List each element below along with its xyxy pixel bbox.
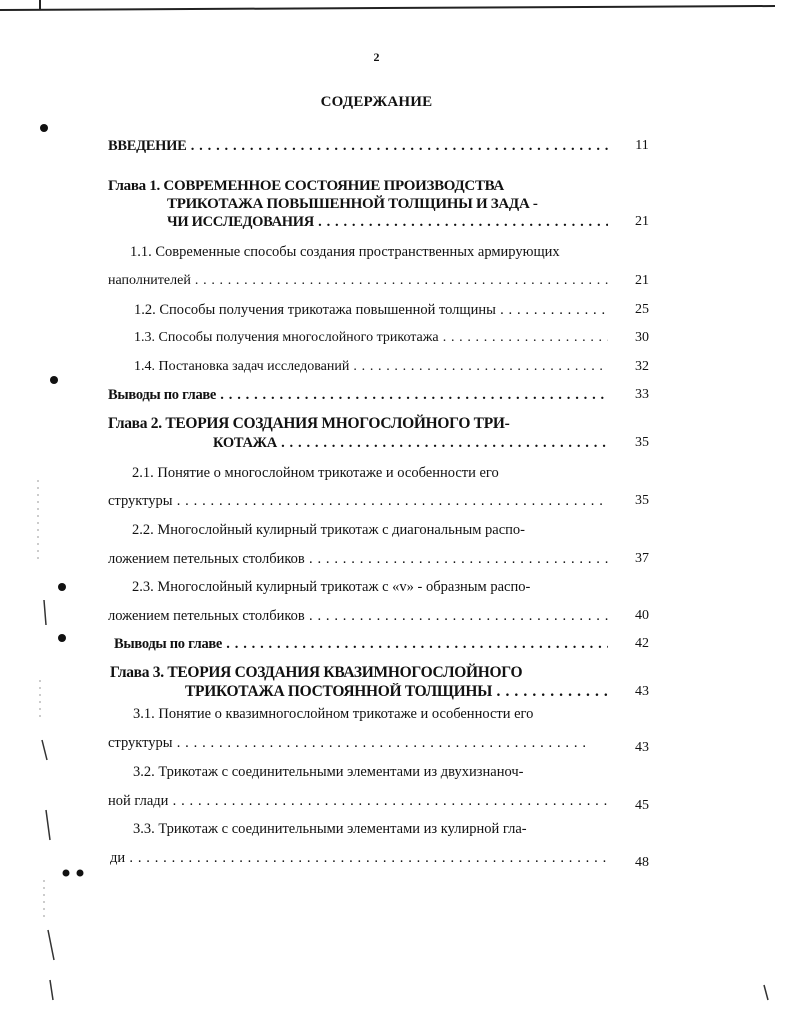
page-title: СОДЕРЖАНИЕ	[320, 94, 433, 110]
section-1-1-line-1[interactable]: 1.1. Современные способы создания пространственных армирующих	[130, 244, 560, 260]
toc-entry-section-3-2[interactable]	[108, 792, 608, 810]
toc-entry-section-1-4[interactable]	[134, 358, 608, 376]
toc-entry-section-1-1[interactable]	[108, 272, 608, 290]
toc-entry-section-1-2[interactable]	[134, 301, 608, 319]
corner-scan-mark	[764, 985, 768, 1000]
toc-page-number: 40	[635, 608, 649, 623]
toc-entry-label: ной глади	[108, 793, 169, 809]
toc-entry-label: КОТАЖА	[213, 435, 277, 451]
top-scan-line	[0, 6, 775, 10]
toc-entry-label: 1.2. Способы получения трикотажа повышенной толщины	[134, 302, 496, 318]
toc-entry-section-2-2[interactable]	[108, 550, 608, 568]
margin-scan-dots	[38, 480, 44, 920]
punch-hole-mark	[50, 376, 58, 384]
toc-page-number: 11	[635, 138, 649, 153]
chapter-1-title-line-1[interactable]: Глава 1. СОВРЕМЕННОЕ СОСТОЯНИЕ ПРОИЗВОДСТВА	[108, 178, 504, 194]
section-2-1-line-1[interactable]: 2.1. Понятие о многослойном трикотаже и особенности его	[132, 465, 499, 481]
toc-page-number: 42	[635, 636, 649, 651]
toc-entry-intro[interactable]	[108, 137, 608, 155]
toc-entry-label: ди	[110, 850, 126, 866]
toc-page-number: 45	[635, 798, 649, 813]
toc-page-number: 35	[635, 493, 649, 508]
toc-page-number: 25	[635, 302, 649, 317]
toc-entry-label: ЧИ ИССЛЕДОВАНИЯ	[167, 214, 314, 230]
toc-page-number: 21	[635, 273, 649, 288]
section-3-2-line-1[interactable]: 3.2. Трикотаж с соединительными элементами из двухизнаноч-	[133, 764, 524, 780]
chapter-1-title-line-2[interactable]: ТРИКОТАЖА ПОВЫШЕННОЙ ТОЛЩИНЫ И ЗАДА -	[167, 196, 538, 212]
toc-page-number: 43	[635, 740, 649, 755]
toc-entry-label: структуры	[108, 735, 173, 751]
section-3-1-line-1[interactable]: 3.1. Понятие о квазимногослойном трикотаже и особенности его	[133, 706, 534, 722]
toc-entry-label: Выводы по главе	[108, 387, 217, 403]
chapter-2-title-line-1[interactable]: Глава 2. ТЕОРИЯ СОЗДАНИЯ МНОГОСЛОЙНОГО ТРИ-	[108, 415, 510, 432]
toc-entry-section-3-1[interactable]	[108, 734, 588, 752]
toc-entry-section-1-3[interactable]	[134, 329, 608, 347]
chapter-3-title-line-1[interactable]: Глава 3. ТЕОРИЯ СОЗДАНИЯ КВАЗИМНОГОСЛОЙНОГО	[110, 664, 523, 681]
section-2-2-line-1[interactable]: 2.2. Многослойный кулирный трикотаж с диагональным распо-	[132, 522, 526, 538]
toc-page-number: 30	[635, 330, 649, 345]
punch-hole-mark	[40, 124, 48, 132]
toc-page-number: 43	[635, 684, 649, 699]
toc-entry-label: структуры	[108, 493, 173, 509]
toc-page-number: 35	[635, 435, 649, 450]
toc-page-number: 21	[635, 214, 649, 229]
toc-entry-label: ВВЕДЕНИЕ	[108, 138, 187, 154]
toc-entry-section-3-3[interactable]	[110, 849, 610, 867]
punch-hole-mark	[58, 634, 66, 642]
toc-entry-label: 1.4. Постановка задач исследований	[134, 359, 350, 374]
toc-entry-label: ложением петельных столбиков	[108, 608, 305, 624]
toc-entry-label: ложением петельных столбиков	[108, 551, 305, 567]
toc-page-number: 32	[635, 359, 649, 374]
toc-entry-chapter-1-conclusions[interactable]	[108, 386, 608, 404]
toc-entry-section-2-1[interactable]	[108, 492, 608, 510]
punch-hole-mark	[58, 583, 66, 591]
margin-scan-streaks	[42, 600, 54, 1000]
section-3-3-line-1[interactable]: 3.3. Трикотаж с соединительными элементами из кулирной гла-	[133, 821, 527, 837]
toc-entry-section-2-3[interactable]	[108, 607, 608, 625]
section-2-3-line-1[interactable]: 2.3. Многослойный кулирный трикотаж с «v» - образным распо-	[132, 579, 531, 595]
punch-hole-mark	[77, 870, 84, 877]
toc-entry-label: ТРИКОТАЖА ПОСТОЯННОЙ ТОЛЩИНЫ	[185, 683, 493, 700]
toc-page-number: 37	[635, 551, 649, 566]
punch-hole-mark	[63, 870, 70, 877]
toc-entry-chapter-3[interactable]	[185, 683, 608, 701]
toc-entry-label: 1.3. Способы получения многослойного трикотажа	[134, 330, 439, 345]
page-number: 2	[373, 50, 380, 64]
toc-entry-label: Выводы по главе	[114, 636, 223, 652]
toc-page-number: 33	[635, 387, 649, 402]
toc-entry-chapter-1[interactable]	[167, 213, 608, 231]
toc-entry-chapter-2[interactable]	[213, 434, 608, 452]
toc-page-number: 48	[635, 855, 649, 870]
toc-entry-label: наполнителей	[108, 273, 191, 288]
toc-entry-chapter-2-conclusions[interactable]	[114, 635, 608, 653]
